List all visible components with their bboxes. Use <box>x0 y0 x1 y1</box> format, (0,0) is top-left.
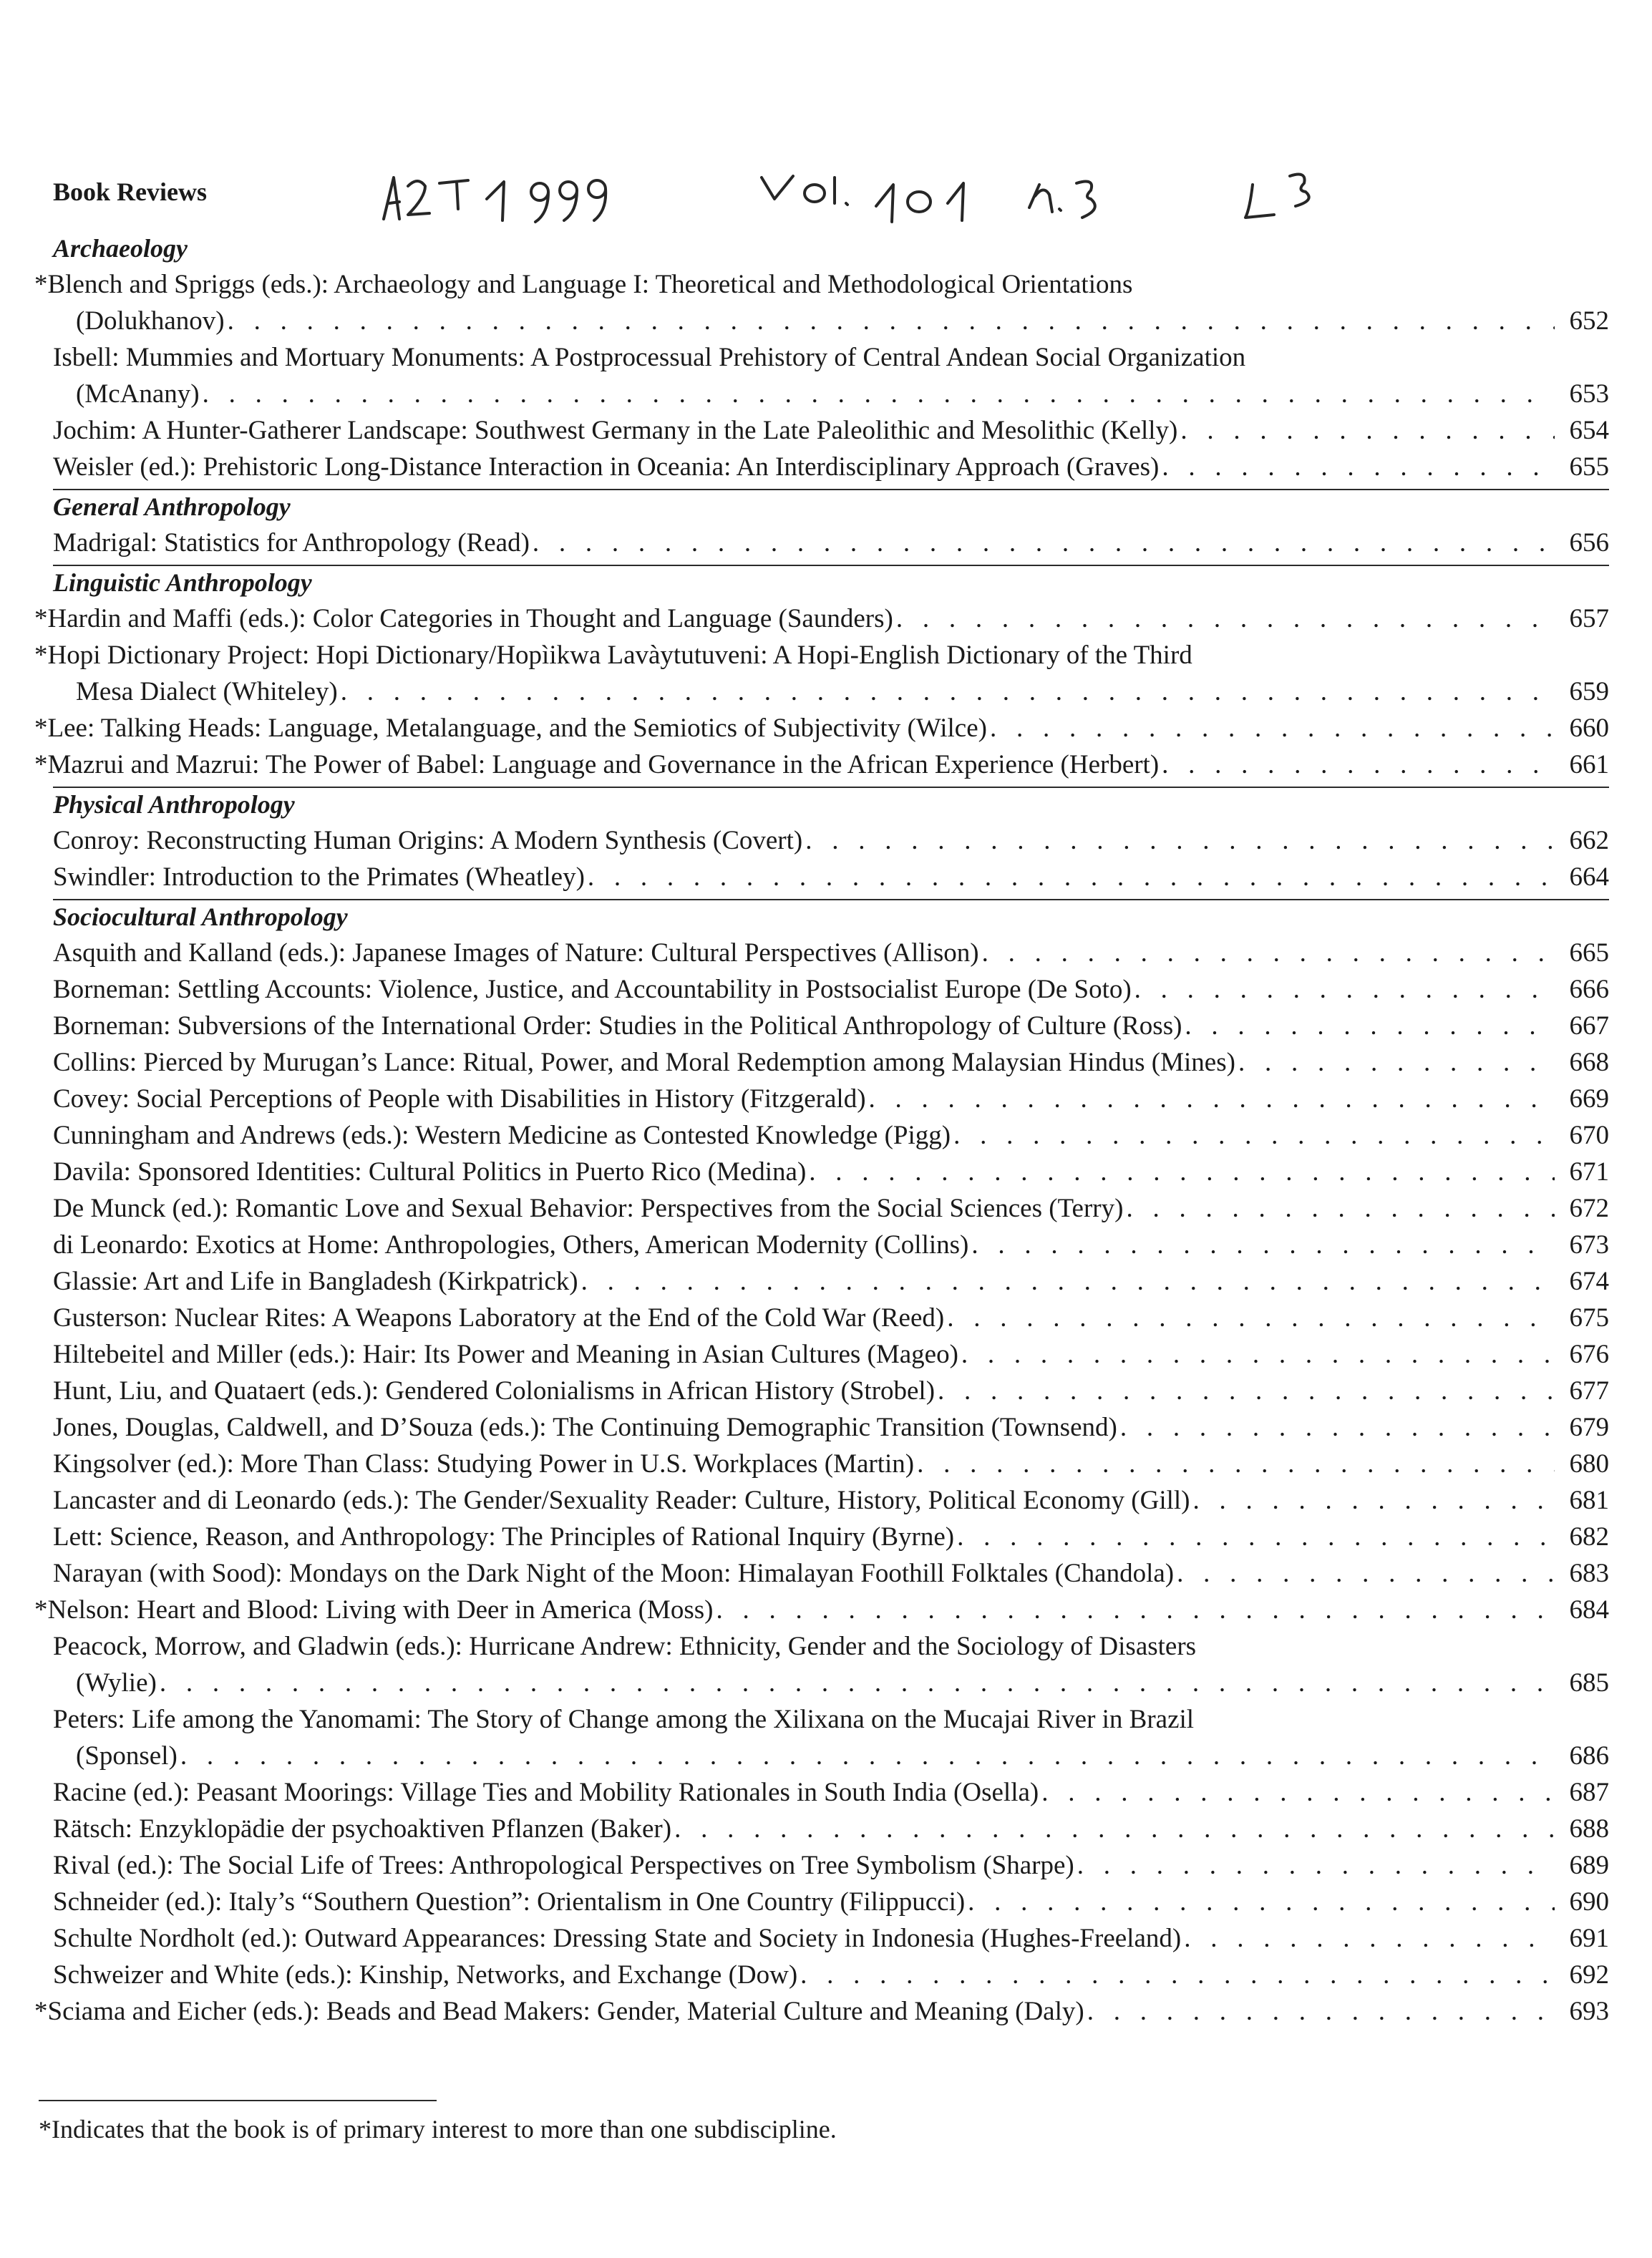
review-entry <box>0 859 1652 895</box>
review-entry <box>0 971 1652 1008</box>
section-rule <box>53 565 1609 566</box>
page-number: 674 <box>1569 1267 1609 1296</box>
review-entry <box>0 1555 1652 1592</box>
review-entry <box>0 1957 1652 1993</box>
page-number: 653 <box>1569 379 1609 409</box>
page-number: 692 <box>1569 1960 1609 1990</box>
dot-leader <box>990 710 1555 746</box>
entry-title: Schweizer and White (eds.): Kinship, Networks, and Exchange (Dow) <box>53 1960 798 1990</box>
review-entry <box>0 1300 1652 1336</box>
dot-leader <box>228 303 1555 339</box>
page-number: 687 <box>1569 1778 1609 1807</box>
entry-title: *Mazrui and Mazrui: The Power of Babel: Language and Governance in the African Experience (Herbert) <box>34 750 1160 779</box>
page-number: 668 <box>1569 1048 1609 1077</box>
page-number: 690 <box>1569 1887 1609 1917</box>
page-number: 685 <box>1569 1668 1609 1698</box>
dot-leader <box>1077 1847 1555 1884</box>
dot-leader <box>971 1227 1555 1263</box>
dot-leader <box>1126 1190 1555 1227</box>
entry-title: Schneider (ed.): Italy’s “Southern Question”: Orientalism in One Country (Filippucci) <box>53 1887 966 1917</box>
review-entry <box>0 1154 1652 1190</box>
dot-leader <box>896 600 1555 637</box>
entry-title: di Leonardo: Exotics at Home: Anthropologies, Others, American Modernity (Collins) <box>53 1230 969 1260</box>
entry-title-line: Isbell: Mummies and Mortuary Monuments: A Postprocessual Prehistory of Central Andean Social Organization <box>53 343 1246 372</box>
review-entry <box>0 339 1652 412</box>
dot-leader <box>800 1957 1555 1993</box>
entry-title: Conroy: Reconstructing Human Origins: A Modern Synthesis (Covert) <box>53 826 803 855</box>
page-number: 670 <box>1569 1121 1609 1150</box>
footnote: *Indicates that the book is of primary interest to more than one subdiscipline. <box>39 2115 837 2143</box>
entry-title: Kingsolver (ed.): More Than Class: Studying Power in U.S. Workplaces (Martin) <box>53 1449 915 1479</box>
review-entry <box>0 1628 1652 1701</box>
dot-leader <box>203 376 1555 412</box>
dot-leader <box>805 822 1555 859</box>
dot-leader <box>809 1154 1555 1190</box>
entry-title: Madrigal: Statistics for Anthropology (Read) <box>53 528 530 558</box>
page-number: 680 <box>1569 1449 1609 1479</box>
entry-title: Rätsch: Enzyklopädie der psychoaktiven Pflanzen (Baker) <box>53 1814 672 1844</box>
review-entry <box>0 637 1652 710</box>
review-entry <box>0 412 1652 449</box>
page-number: 675 <box>1569 1303 1609 1333</box>
reviews-contents <box>0 230 1652 2033</box>
page-number: 664 <box>1569 862 1609 892</box>
entry-title: Hunt, Liu, and Quataert (eds.): Gendered Colonialisms in African History (Strobel) <box>53 1376 936 1406</box>
dot-leader <box>1162 449 1555 485</box>
dot-leader <box>581 1263 1555 1300</box>
review-entry <box>0 935 1652 971</box>
dot-leader <box>716 1592 1555 1628</box>
section-rule <box>53 899 1609 900</box>
page-number: 681 <box>1569 1486 1609 1515</box>
entry-title: Narayan (with Sood): Mondays on the Dark Night of the Moon: Himalayan Foothill Folktales (Chandola) <box>53 1559 1175 1588</box>
review-entry <box>0 1592 1652 1628</box>
section-title: General Anthropology <box>53 492 291 521</box>
entry-title: Schulte Nordholt (ed.): Outward Appearances: Dressing State and Society in Indonesia (Hughes-Freeland) <box>53 1924 1182 1953</box>
entry-title: Racine (ed.): Peasant Moorings: Village Ties and Mobility Rationales in South India (Osella) <box>53 1778 1039 1807</box>
handwritten-note <box>325 163 1442 228</box>
dot-leader <box>1162 746 1555 783</box>
section-general-anthropology <box>0 489 1652 561</box>
page-number: 691 <box>1569 1924 1609 1953</box>
review-entry <box>0 1044 1652 1081</box>
entry-title: *Hardin and Maffi (eds.): Color Categories in Thought and Language (Saunders) <box>34 604 893 633</box>
entry-title-continued: (McAnany) <box>76 379 200 409</box>
page-number: 682 <box>1569 1522 1609 1552</box>
dot-leader <box>160 1665 1555 1701</box>
entry-title: Borneman: Settling Accounts: Violence, Justice, and Accountability in Postsocialist Europe (De Soto) <box>53 975 1132 1004</box>
entry-title: De Munck (ed.): Romantic Love and Sexual Behavior: Perspectives from the Social Sciences (Terry) <box>53 1194 1124 1223</box>
review-entry <box>0 1008 1652 1044</box>
review-entry <box>0 1811 1652 1847</box>
dot-leader <box>1041 1774 1555 1811</box>
page-number: 689 <box>1569 1851 1609 1880</box>
entry-title: Covey: Social Perceptions of People with Disabilities in History (Fitzgerald) <box>53 1084 866 1114</box>
section-title: Sociocultural Anthropology <box>53 902 348 931</box>
section-sociocultural-anthropology <box>0 899 1652 2030</box>
entry-title: Weisler (ed.): Prehistoric Long-Distance Interaction in Oceania: An Interdisciplinary Approach (Graves) <box>53 452 1160 482</box>
section-archaeology <box>0 230 1652 485</box>
dot-leader <box>180 1738 1555 1774</box>
dot-leader <box>982 935 1555 971</box>
dot-leader <box>917 1446 1555 1482</box>
entry-title: Gusterson: Nuclear Rites: A Weapons Laboratory at the End of the Cold War (Reed) <box>53 1303 945 1333</box>
entry-title-line: Peters: Life among the Yanomami: The Story of Change among the Xilixana on the Mucajai River in Brazil <box>53 1705 1195 1734</box>
review-entry <box>0 1920 1652 1957</box>
review-entry <box>0 1884 1652 1920</box>
review-entry <box>0 1336 1652 1373</box>
page-number: 683 <box>1569 1559 1609 1588</box>
entry-title: Jochim: A Hunter-Gatherer Landscape: Southwest Germany in the Late Paleolithic and Mesolithic (Kelly) <box>53 416 1178 445</box>
review-entry <box>0 1482 1652 1519</box>
review-entry <box>0 822 1652 859</box>
review-entry <box>0 1774 1652 1811</box>
entry-title-continued: (Wylie) <box>76 1668 157 1698</box>
section-rule <box>53 787 1609 788</box>
entry-title: Rival (ed.): The Social Life of Trees: Anthropological Perspectives on Tree Symbolism (Sharpe) <box>53 1851 1074 1880</box>
dot-leader <box>1134 971 1555 1008</box>
section-title: Physical Anthropology <box>53 790 295 819</box>
section-rule <box>53 489 1609 490</box>
page-number: 661 <box>1569 750 1609 779</box>
page-number: 671 <box>1569 1157 1609 1187</box>
review-entry <box>0 1701 1652 1774</box>
review-entry <box>0 1190 1652 1227</box>
dot-leader <box>1185 1008 1555 1044</box>
dot-leader <box>1238 1044 1555 1081</box>
entry-title-continued: (Sponsel) <box>76 1741 178 1771</box>
page-number: 666 <box>1569 975 1609 1004</box>
review-entry <box>0 1263 1652 1300</box>
page-number: 665 <box>1569 938 1609 968</box>
dot-leader <box>957 1519 1555 1555</box>
dot-leader <box>968 1884 1555 1920</box>
entry-title: Jones, Douglas, Caldwell, and D’Souza (eds.): The Continuing Demographic Transition (Townsend) <box>53 1413 1117 1442</box>
review-entry <box>0 1993 1652 2030</box>
dot-leader <box>1120 1409 1555 1446</box>
review-entry <box>0 1446 1652 1482</box>
dot-leader <box>533 525 1555 561</box>
dot-leader <box>1177 1555 1555 1592</box>
review-entry <box>0 1847 1652 1884</box>
review-entry <box>0 449 1652 485</box>
dot-leader <box>953 1117 1555 1154</box>
section-physical-anthropology <box>0 787 1652 895</box>
dot-leader <box>341 673 1555 710</box>
entry-title: Cunningham and Andrews (eds.): Western Medicine as Contested Knowledge (Pigg) <box>53 1121 951 1150</box>
dot-leader <box>1184 1920 1555 1957</box>
dot-leader <box>674 1811 1555 1847</box>
page-number: 672 <box>1569 1194 1609 1223</box>
footnote-rule <box>39 2100 437 2101</box>
page-number: 652 <box>1569 306 1609 336</box>
page-number: 693 <box>1569 1997 1609 2026</box>
review-entry <box>0 600 1652 637</box>
page-number: 688 <box>1569 1814 1609 1844</box>
review-entry <box>0 525 1652 561</box>
section-title: Archaeology <box>53 234 188 263</box>
page-number: 679 <box>1569 1413 1609 1442</box>
page-number: 654 <box>1569 416 1609 445</box>
entry-title-line: *Blench and Spriggs (eds.): Archaeology and Language I: Theoretical and Methodological Orientations <box>34 270 1133 299</box>
entry-title: Swindler: Introduction to the Primates (Wheatley) <box>53 862 585 892</box>
entry-title: Asquith and Kalland (eds.): Japanese Images of Nature: Cultural Perspectives (Allison) <box>53 938 979 968</box>
page-number: 660 <box>1569 714 1609 743</box>
entry-title-continued: (Dolukhanov) <box>76 306 225 336</box>
review-entry <box>0 1373 1652 1409</box>
page-number: 667 <box>1569 1011 1609 1041</box>
entry-title: Hiltebeitel and Miller (eds.): Hair: Its Power and Meaning in Asian Cultures (Mageo) <box>53 1340 958 1369</box>
page-number: 662 <box>1569 826 1609 855</box>
page-heading <box>53 163 1599 228</box>
page-number: 669 <box>1569 1084 1609 1114</box>
page-number: 677 <box>1569 1376 1609 1406</box>
dot-leader <box>1180 412 1555 449</box>
entry-title-line: Peacock, Morrow, and Gladwin (eds.): Hurricane Andrew: Ethnicity, Gender and the Sociology of Disasters <box>53 1632 1197 1661</box>
page-number: 657 <box>1569 604 1609 633</box>
page-number: 655 <box>1569 452 1609 482</box>
section-linguistic-anthropology <box>0 565 1652 783</box>
entry-title-continued: Mesa Dialect (Whiteley) <box>76 677 338 706</box>
entry-title: *Nelson: Heart and Blood: Living with Deer in America (Moss) <box>34 1595 714 1625</box>
entry-title: *Lee: Talking Heads: Language, Metalanguage, and the Semiotics of Subjectivity (Wilce) <box>34 714 987 743</box>
entry-title: Borneman: Subversions of the International Order: Studies in the Political Anthropology of Culture (Ross) <box>53 1011 1182 1041</box>
page-number: 684 <box>1569 1595 1609 1625</box>
entry-title: Lett: Science, Reason, and Anthropology: The Principles of Rational Inquiry (Byrne) <box>53 1522 955 1552</box>
dot-leader <box>869 1081 1555 1117</box>
page-number: 686 <box>1569 1741 1609 1771</box>
review-entry <box>0 1081 1652 1117</box>
section-title: Linguistic Anthropology <box>53 568 312 597</box>
review-entry <box>0 266 1652 339</box>
review-entry <box>0 1117 1652 1154</box>
page-number: 659 <box>1569 677 1609 706</box>
page-number: 673 <box>1569 1230 1609 1260</box>
review-entry <box>0 746 1652 783</box>
entry-title: *Sciama and Eicher (eds.): Beads and Bead Makers: Gender, Material Culture and Meaning (Daly) <box>34 1997 1084 2026</box>
dot-leader <box>938 1373 1555 1409</box>
entry-title: Lancaster and di Leonardo (eds.): The Gender/Sexuality Reader: Culture, History, Political Economy (Gill) <box>53 1486 1190 1515</box>
entry-title-line: *Hopi Dictionary Project: Hopi Dictionary/Hopìikwa Lavàytutuveni: A Hopi-English Dictionary of the Third <box>34 641 1192 670</box>
book-reviews-title: Book Reviews <box>53 177 207 206</box>
review-entry <box>0 710 1652 746</box>
entry-title: Glassie: Art and Life in Bangladesh (Kirkpatrick) <box>53 1267 578 1296</box>
entry-title: Davila: Sponsored Identities: Cultural Politics in Puerto Rico (Medina) <box>53 1157 807 1187</box>
dot-leader <box>1087 1993 1555 2030</box>
review-entry <box>0 1227 1652 1263</box>
review-entry <box>0 1519 1652 1555</box>
dot-leader <box>1193 1482 1555 1519</box>
entry-title: Collins: Pierced by Murugan’s Lance: Ritual, Power, and Moral Redemption among Malaysian Hindus (Mines) <box>53 1048 1235 1077</box>
page-number: 676 <box>1569 1340 1609 1369</box>
dot-leader <box>961 1336 1555 1373</box>
dot-leader <box>947 1300 1555 1336</box>
page-number: 656 <box>1569 528 1609 558</box>
dot-leader <box>588 859 1555 895</box>
review-entry <box>0 1409 1652 1446</box>
